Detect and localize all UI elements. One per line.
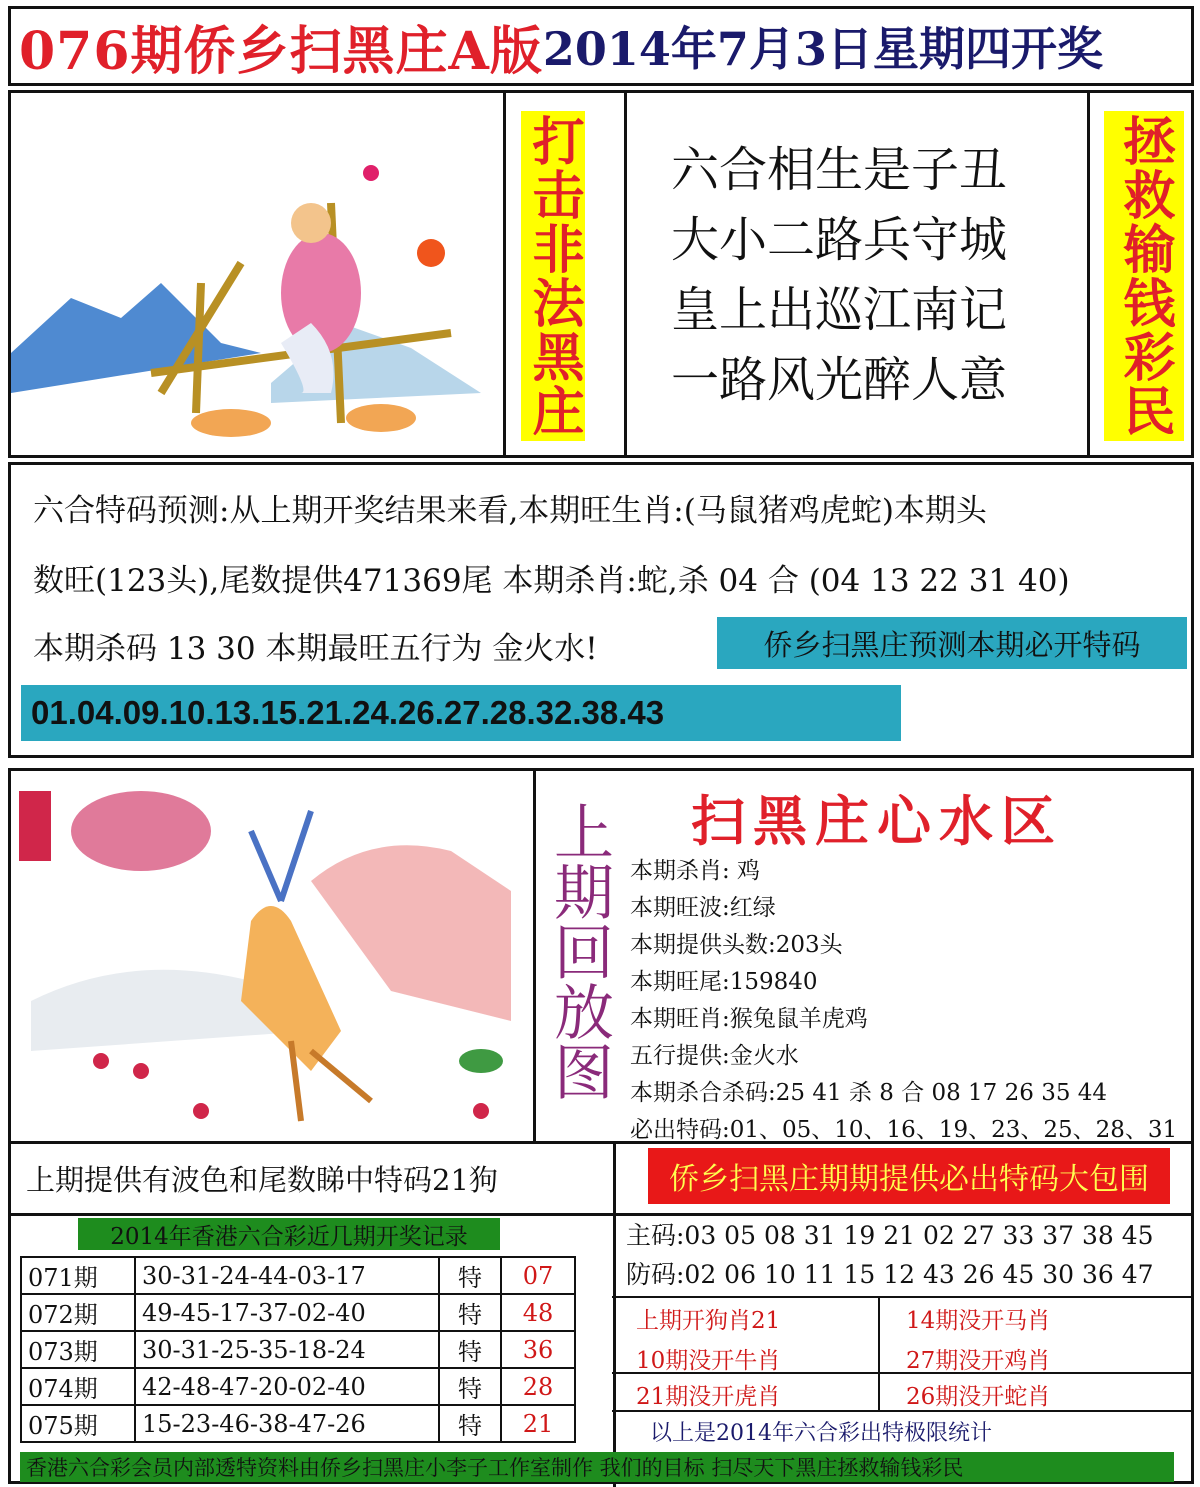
table-row [21,1368,575,1405]
shui-title: 扫黑庄心水区 [691,789,1063,853]
title-red: 076期侨乡扫黑庄A版 [19,20,543,82]
table-row [21,1294,575,1331]
poem-line: 一路风光醉人意 [671,352,1008,408]
shui-line: 本期旺肖:猴兔鼠羊虎鸡 [630,1006,868,1032]
main-codes: 主码:03 05 08 31 19 21 02 27 33 37 38 45 [626,1221,1154,1250]
numbers-cell: 42-48-47-20-02-40 [135,1368,439,1405]
te-cell: 特 [439,1368,501,1405]
stats-cell: 27期没开鸡肖 [906,1348,1051,1374]
red-banner: 侨乡扫黑庄期期提供必出特码大包围 [648,1148,1170,1204]
te-cell: 特 [439,1331,501,1368]
records-table [20,1256,576,1443]
stats-note: 以上是2014年六合彩出特极限统计 [650,1421,992,1446]
numbers-cell: 30-31-24-44-03-17 [135,1257,439,1294]
special-cell: 07 [501,1257,575,1294]
special-cell: 48 [501,1294,575,1331]
shui-line: 必出特码:01、05、10、16、19、23、25、28、31 [630,1117,1178,1143]
numbers-cell: 15-23-46-38-47-26 [135,1405,439,1442]
te-cell: 特 [439,1257,501,1294]
issue-cell: 072期 [21,1294,135,1331]
numbers-cell: 30-31-25-35-18-24 [135,1331,439,1368]
stats-cell: 21期没开虎肖 [636,1384,781,1410]
footer-bar: 香港六合彩会员内部透特资料由侨乡扫黑庄小李子工作室制作 我们的目标 扫尽天下黑庄拯救输钱彩民 [20,1452,1174,1482]
last-hit-text: 上期提供有波色和尾数睇中特码21狗 [26,1163,498,1197]
left-banner: 打击非法黑庄 [521,111,585,441]
poem-line: 皇上出巡江南记 [671,282,1008,338]
shui-line: 本期提供头数:203头 [630,932,843,958]
title-date: 2014年7月3日星期四开奖 [542,22,1103,76]
poem-line: 大小二路兵守城 [671,212,1008,268]
poem-line: 六合相生是子丑 [671,142,1008,198]
issue-cell: 075期 [21,1405,135,1442]
special-numbers: 01.04.09.10.13.15.21.24.26.27.28.32.38.43 [21,685,901,741]
top-panel [8,90,1194,458]
guard-codes: 防码:02 06 10 11 15 12 43 26 45 30 36 47 [626,1260,1154,1289]
illustration-girl-on-bamboo [11,93,503,455]
special-cell: 36 [501,1331,575,1368]
stats-vline [878,1296,880,1412]
stats-cell: 上期开狗肖21 [636,1308,781,1334]
vline-mid [613,1141,616,1487]
table-row [21,1331,575,1368]
prediction-line-3: 本期杀码 13 30 本期最旺五行为 金火水! [33,631,598,667]
header-banner [8,6,1194,86]
prediction-line-2: 数旺(123头),尾数提供471369尾 本期杀肖:蛇,杀 04 合 (04 13 22 31 40) [33,563,1070,599]
records-title: 2014年香港六合彩近几期开奖记录 [78,1218,500,1250]
te-cell: 特 [439,1405,501,1442]
shui-line: 本期杀合杀码:25 41 杀 8 合 08 17 26 35 44 [630,1080,1108,1106]
numbers-cell: 49-45-17-37-02-40 [135,1294,439,1331]
te-cell: 特 [439,1294,501,1331]
illustration-deer [11,771,531,1139]
stats-cell: 14期没开马肖 [906,1308,1051,1334]
stats-hline [612,1296,1192,1298]
issue-cell: 073期 [21,1331,135,1368]
shui-line: 五行提供:金火水 [630,1043,799,1069]
must-open-badge: 侨乡扫黑庄预测本期必开特码 [717,617,1187,669]
right-banner: 拯救输钱彩民 [1104,111,1184,441]
prediction-line-1: 六合特码预测:从上期开奖结果来看,本期旺生肖:(马鼠猪鸡虎蛇)本期头 [33,493,987,529]
deer-svg [11,771,531,1139]
table-row [21,1405,575,1442]
poem [671,135,1007,415]
divider [533,771,536,1141]
shui-line: 本期旺波:红绿 [630,895,776,921]
stats-cell: 10期没开牛肖 [636,1348,781,1374]
replay-label: 上期回放图 [544,801,614,1101]
stats-cell: 26期没开蛇肖 [906,1384,1051,1410]
special-cell: 28 [501,1368,575,1405]
table-row [21,1257,575,1294]
issue-cell: 074期 [21,1368,135,1405]
illustration-svg [11,93,503,455]
special-cell: 21 [501,1405,575,1442]
issue-cell: 071期 [21,1257,135,1294]
divider-right [1084,90,1090,458]
shui-line: 本期杀肖: 鸡 [630,858,761,884]
shui-line: 本期旺尾:159840 [630,969,818,995]
prediction-panel [8,462,1194,758]
